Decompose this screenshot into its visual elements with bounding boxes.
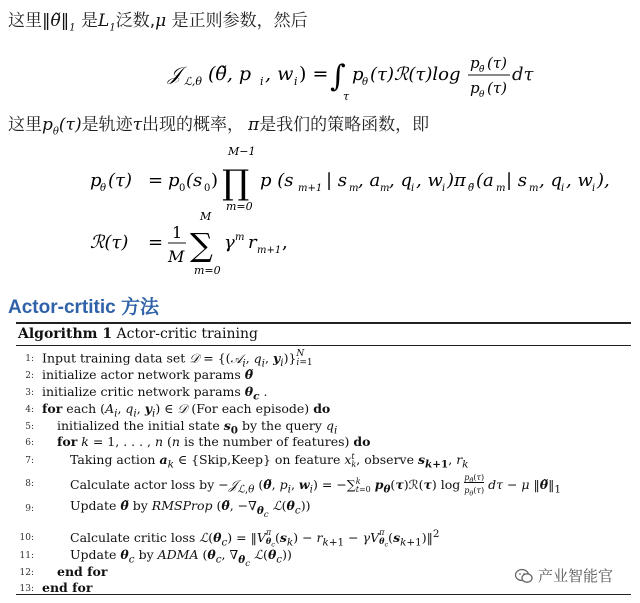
keyword-do: do: [313, 401, 331, 416]
intro-text: 是: [81, 11, 99, 31]
svg-text:i: i: [260, 75, 264, 88]
svg-text:m+1: m+1: [298, 183, 323, 194]
svg-text:p: p: [470, 79, 480, 97]
svg-text:i: i: [561, 183, 565, 194]
svg-text:m: m: [529, 183, 539, 194]
svg-text:p: p: [90, 170, 102, 191]
svg-text:ℒ,θ: ℒ,θ: [184, 75, 203, 88]
algo-text: initialize critic network params: [42, 384, 241, 399]
keyword-end-for: end for: [42, 580, 93, 595]
action-set: {Skip,Keep}: [191, 452, 271, 467]
algo-text: Update: [70, 498, 117, 513]
svg-text:(τ): (τ): [487, 79, 508, 97]
svg-text:m=0: m=0: [194, 264, 221, 277]
intro-text: 出现的概率，: [142, 115, 244, 135]
algo-text: Input training data set: [42, 350, 186, 366]
svg-text:γ: γ: [224, 232, 235, 253]
svg-text:m: m: [496, 183, 506, 194]
line-number: 12:: [19, 568, 34, 578]
algo-comment: is the number of features): [183, 434, 350, 449]
svg-text:M−1: M−1: [228, 145, 256, 158]
watermark: [515, 565, 613, 586]
algo-text: by the query: [242, 418, 322, 433]
line-number: 13:: [19, 584, 34, 594]
svg-text:(θ̃, p: (θ̃, p: [208, 63, 252, 85]
svg-text:θ̃: θ̃: [479, 65, 485, 75]
algo-text: each: [66, 401, 97, 416]
log-text: log: [440, 477, 461, 493]
line-number: 8:: [25, 479, 34, 489]
svg-text:1: 1: [172, 223, 183, 242]
algo-line-12: [57, 564, 107, 579]
svg-text:=: =: [148, 170, 164, 191]
intro-line-2: 这里$p_\theta(\tau)$是轨迹τ出现的概率， π是我们的策略函数，即: [8, 115, 430, 138]
svg-text:, w: , w: [416, 170, 443, 191]
svg-text:i: i: [294, 75, 298, 88]
svg-text:θ: θ: [100, 183, 107, 194]
intro-text: 是我们的策略函数，即: [259, 115, 430, 135]
line-number: 1:: [25, 354, 34, 364]
svg-text:, w: , w: [566, 170, 593, 191]
algorithm-title: [18, 326, 258, 342]
svg-text:(τ): (τ): [108, 170, 133, 191]
svg-text:, q: , q: [389, 170, 412, 191]
intro-text: 是正则参数，然后: [171, 11, 308, 31]
algo-line-8: Calculate actor loss by −𝒥$_{ℒ,\theta}$ (θ̃, $p_i$, $w_i) = -\sum k$ t=0 $p_\theta(\tau)ℛ(\tau)$ $\log p_{\thetã}(\tau)$ $p_\theta(\tau) d\tau - \mu$ $‖\thetã‖_1$: [70, 473, 561, 498]
algo-line-10: Calculate critic loss $ℒ(\theta_c)$ = ‖Vπ $\theta_c(s_k) - r_{k+1} - \gamma V\pi$ $\theta_c(s_{k+1})‖^2$: [70, 527, 440, 549]
svg-text:| s: | s: [326, 170, 348, 191]
algorithm-divider: [16, 345, 631, 346]
line-number: 9:: [25, 504, 34, 514]
optimizer-name: ADMA: [157, 547, 199, 562]
dtau: dτ: [512, 64, 534, 85]
algo-text: Taking action: [70, 452, 156, 467]
line-number: 11:: [19, 551, 34, 561]
svg-text:ℛ(τ): ℛ(τ): [90, 232, 129, 253]
section-heading: Actor-crtitic 方法: [8, 297, 159, 318]
line-number: 5:: [25, 422, 34, 432]
line-number: 10:: [19, 533, 34, 543]
svg-text:m: m: [349, 183, 359, 194]
algo-comment: (For each episode): [191, 401, 310, 416]
svg-text:),: ),: [597, 170, 610, 191]
svg-text:i: i: [592, 183, 596, 194]
mu-symbol: μ: [521, 477, 530, 493]
algo-line-1: Input training data set 𝒟 = {(𝒜$_i$, $q_i$, $y_i)\}N$ i=1: [42, 349, 313, 369]
svg-text:m: m: [235, 232, 245, 243]
line-number: 7:: [25, 456, 34, 466]
line-number: 4:: [25, 405, 34, 415]
intro-text: 泛数,: [115, 11, 156, 31]
svg-text:θ̃: θ̃: [468, 183, 475, 194]
svg-text:M: M: [200, 210, 212, 223]
algo-text: initialize actor network params: [42, 367, 241, 382]
svg-text:0: 0: [179, 183, 186, 194]
svg-text:=: =: [148, 232, 164, 253]
algo-text: by: [132, 498, 148, 513]
svg-text:(a: (a: [476, 170, 494, 191]
svg-text:(τ): (τ): [487, 54, 508, 72]
algorithm-title-text: Actor-critic training: [116, 326, 258, 342]
svg-text:∫: ∫: [330, 59, 346, 94]
algo-line-9: Update θ̃ by RMSProp (θ̃, $-\nabla_{\theta_c}$ $ℒ(\theta_c)$): [70, 498, 311, 520]
svg-text:0: 0: [204, 183, 211, 194]
intro-line-1: 这里$‖\thetã‖_1$ 是$L_1$泛数,μ 是正则参数，然后: [8, 11, 308, 34]
algo-text: Calculate actor loss by: [70, 477, 215, 493]
objective-equation: [160, 44, 520, 110]
svg-text:θ: θ: [479, 90, 485, 100]
svg-text:m: m: [380, 183, 390, 194]
line-number: 6:: [25, 438, 34, 448]
svg-text:(s: (s: [186, 170, 203, 191]
line-number: 3:: [25, 388, 34, 398]
algo-text: Update: [70, 547, 117, 562]
svg-text:i: i: [411, 183, 415, 194]
intro-text: 这里: [8, 115, 42, 135]
trajectory-equations: [84, 142, 640, 282]
keyword-for: for: [57, 434, 78, 449]
algo-line-6: for k = 1, . . . , n (n is the number of features) do: [57, 434, 371, 449]
svg-text:τ: τ: [343, 90, 350, 103]
svg-text:r: r: [248, 232, 257, 253]
line-number: 2:: [25, 371, 34, 381]
svg-text:,: ,: [282, 232, 288, 253]
algorithm-bottom-rule: [16, 594, 631, 595]
intro-text: 这里: [8, 11, 42, 31]
svg-text:p: p: [168, 170, 180, 191]
wechat-icon: [515, 568, 533, 584]
svg-text:m+1: m+1: [257, 245, 282, 256]
algo-line-3: initialize critic network params $\theta_c$ .: [42, 384, 268, 403]
svg-text:p: p: [470, 54, 480, 72]
algo-line-13: [42, 580, 92, 595]
algo-line-11: Update $\theta_c$ by ADMA ($\theta_c$, $\nabla_{\theta_c}$ $ℒ(\theta_c)$): [70, 547, 292, 569]
algo-text: on feature: [274, 452, 341, 467]
svg-text:, q: , q: [539, 170, 562, 191]
keyword-do: do: [353, 434, 371, 449]
algo-line-7: Taking action $a_k$ ∈ {Skip,Keep} on feature xt k, observe $s_{k+1}$, $r_k$: [70, 451, 469, 471]
algo-text: initialized the initial state: [57, 418, 220, 433]
intro-text: 是轨迹: [81, 115, 133, 135]
svg-text:, a: , a: [358, 170, 381, 191]
algo-text: Calculate critic loss: [70, 530, 196, 546]
algo-line-5: initialized the initial state $s_0$ by the query $q_i$: [57, 418, 338, 437]
svg-text:∏: ∏: [222, 163, 250, 203]
svg-text:): ): [211, 170, 219, 191]
algorithm-title-label: Algorithm 1: [18, 326, 113, 342]
optimizer-name: RMSProp: [151, 498, 213, 513]
algo-text: by: [138, 547, 154, 562]
svg-text:𝒥: 𝒥: [168, 63, 182, 85]
svg-text:∑: ∑: [190, 226, 213, 264]
svg-text:p: p: [352, 64, 364, 85]
svg-text:, w: , w: [265, 63, 294, 85]
svg-text:p (s: p (s: [260, 170, 294, 191]
keyword-end-for: end for: [57, 564, 108, 579]
svg-text:| s: | s: [506, 170, 528, 191]
svg-text:m=0: m=0: [226, 200, 253, 213]
svg-text:M: M: [168, 247, 185, 266]
algo-line-4: for each ($A_i$, $q_i$, $y_i$) ∈ 𝒟 (For each episode) do: [42, 401, 331, 420]
svg-text:) =: ) =: [299, 63, 329, 85]
svg-text:θ: θ: [362, 77, 369, 88]
algo-line-2: initialize actor network params θ̃: [42, 367, 254, 382]
watermark-text: 产业智能官: [538, 567, 614, 585]
svg-text:)π: )π: [447, 170, 466, 191]
keyword-for: for: [42, 401, 63, 416]
algo-text: , observe: [356, 452, 415, 467]
svg-text:(τ)ℛ(τ)log: (τ)ℛ(τ)log: [370, 64, 461, 85]
svg-text:i: i: [442, 183, 446, 194]
